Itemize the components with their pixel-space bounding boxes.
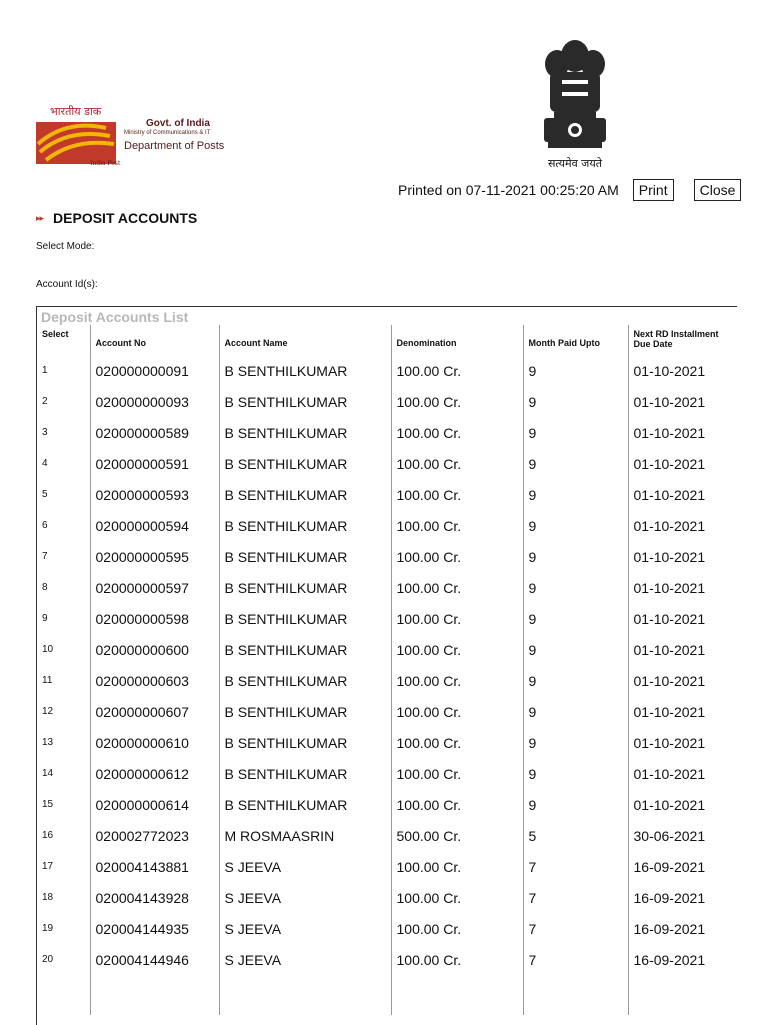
account-no-cell: 020000000594 xyxy=(90,510,219,541)
department-of-posts-logo xyxy=(36,104,236,168)
account-no-cell: 020000000598 xyxy=(90,603,219,634)
denomination-cell: 100.00 Cr. xyxy=(391,603,523,634)
column-header-account-name: Account Name xyxy=(219,325,391,355)
row-select[interactable]: 6 xyxy=(42,520,48,531)
denomination-cell: 100.00 Cr. xyxy=(391,417,523,448)
next-due-date-cell: 01-10-2021 xyxy=(628,479,737,510)
month-paid-upto-cell: 7 xyxy=(523,882,628,913)
close-button[interactable]: Close xyxy=(694,179,742,201)
row-select[interactable]: 15 xyxy=(42,799,54,810)
account-no-cell: 020000000600 xyxy=(90,634,219,665)
empty-cell xyxy=(628,975,737,1015)
next-due-date-cell: 16-09-2021 xyxy=(628,851,737,882)
table-row[interactable] xyxy=(37,944,737,975)
account-name-cell: B SENTHILKUMAR xyxy=(219,417,391,448)
table-row[interactable] xyxy=(37,913,737,944)
double-chevron-icon: ▸▸ xyxy=(36,212,44,223)
month-paid-upto-cell: 9 xyxy=(523,696,628,727)
account-no-cell: 020000000614 xyxy=(90,789,219,820)
print-button[interactable]: Print xyxy=(633,179,674,201)
month-paid-upto-cell: 9 xyxy=(523,572,628,603)
account-no-cell: 020000000589 xyxy=(90,417,219,448)
logo-hindi-text: भारतीय डाक xyxy=(50,105,102,118)
account-no-cell: 020000000612 xyxy=(90,758,219,789)
account-no-cell: 020002772023 xyxy=(90,820,219,851)
denomination-cell: 100.00 Cr. xyxy=(391,727,523,758)
next-due-date-cell: 01-10-2021 xyxy=(628,386,737,417)
denomination-cell: 100.00 Cr. xyxy=(391,634,523,665)
empty-cell xyxy=(391,975,523,1015)
table-row[interactable] xyxy=(37,479,737,510)
row-select[interactable]: 16 xyxy=(42,830,54,841)
denomination-cell: 100.00 Cr. xyxy=(391,510,523,541)
table-row[interactable] xyxy=(37,789,737,820)
table-row[interactable] xyxy=(37,355,737,386)
table-row[interactable] xyxy=(37,758,737,789)
print-toolbar xyxy=(398,178,741,202)
month-paid-upto-cell: 9 xyxy=(523,541,628,572)
next-due-date-cell: 01-10-2021 xyxy=(628,789,737,820)
denomination-cell: 100.00 Cr. xyxy=(391,572,523,603)
section-title-text: DEPOSIT ACCOUNTS xyxy=(53,210,198,226)
row-select[interactable]: 17 xyxy=(42,861,54,872)
denomination-cell: 100.00 Cr. xyxy=(391,479,523,510)
denomination-cell: 100.00 Cr. xyxy=(391,386,523,417)
row-select[interactable]: 19 xyxy=(42,923,54,934)
next-due-date-cell: 01-10-2021 xyxy=(628,727,737,758)
empty-cell xyxy=(90,975,219,1015)
row-select[interactable]: 18 xyxy=(42,892,54,903)
account-no-cell: 020000000595 xyxy=(90,541,219,572)
account-name-cell: B SENTHILKUMAR xyxy=(219,634,391,665)
account-name-cell: B SENTHILKUMAR xyxy=(219,572,391,603)
denomination-cell: 100.00 Cr. xyxy=(391,355,523,386)
table-filler-row xyxy=(37,975,737,1015)
next-due-date-cell: 16-09-2021 xyxy=(628,882,737,913)
column-header-month-paid-upto: Month Paid Upto xyxy=(523,325,628,355)
logo-india-post-text: India Post xyxy=(90,160,121,167)
month-paid-upto-cell: 9 xyxy=(523,634,628,665)
row-select[interactable]: 4 xyxy=(42,458,48,469)
table-row[interactable] xyxy=(37,603,737,634)
denomination-cell: 100.00 Cr. xyxy=(391,758,523,789)
denomination-cell: 100.00 Cr. xyxy=(391,882,523,913)
account-no-cell: 020000000593 xyxy=(90,479,219,510)
row-select[interactable]: 5 xyxy=(42,489,48,500)
table-row[interactable] xyxy=(37,665,737,696)
account-name-cell: M ROSMAASRIN xyxy=(219,820,391,851)
list-title: Deposit Accounts List xyxy=(41,309,189,325)
month-paid-upto-cell: 9 xyxy=(523,603,628,634)
table-row[interactable] xyxy=(37,448,737,479)
month-paid-upto-cell: 9 xyxy=(523,665,628,696)
denomination-cell: 100.00 Cr. xyxy=(391,789,523,820)
table-row[interactable] xyxy=(37,510,737,541)
table-row[interactable] xyxy=(37,851,737,882)
account-name-cell: S JEEVA xyxy=(219,913,391,944)
next-due-date-cell: 16-09-2021 xyxy=(628,913,737,944)
month-paid-upto-cell: 9 xyxy=(523,417,628,448)
next-due-date-cell: 01-10-2021 xyxy=(628,696,737,727)
column-header-next-rd-due-date: Next RD Installment Due Date xyxy=(628,325,737,355)
empty-cell xyxy=(219,975,391,1015)
month-paid-upto-cell: 9 xyxy=(523,386,628,417)
account-name-cell: B SENTHILKUMAR xyxy=(219,758,391,789)
next-due-date-cell: 16-09-2021 xyxy=(628,944,737,975)
ashoka-emblem-icon xyxy=(530,36,620,176)
account-name-cell: B SENTHILKUMAR xyxy=(219,603,391,634)
denomination-cell: 100.00 Cr. xyxy=(391,696,523,727)
row-select[interactable]: 1 xyxy=(42,365,48,376)
emblem-motto: सत्यमेव जयते xyxy=(547,157,602,170)
account-no-cell: 020000000607 xyxy=(90,696,219,727)
empty-cell xyxy=(523,975,628,1015)
denomination-cell: 100.00 Cr. xyxy=(391,448,523,479)
row-select[interactable]: 10 xyxy=(42,644,54,655)
column-header-select: Select xyxy=(42,329,69,339)
account-no-cell: 020000000597 xyxy=(90,572,219,603)
table-header-row xyxy=(37,325,737,355)
account-name-cell: B SENTHILKUMAR xyxy=(219,727,391,758)
next-due-date-cell: 01-10-2021 xyxy=(628,510,737,541)
month-paid-upto-cell: 7 xyxy=(523,913,628,944)
row-select[interactable]: 8 xyxy=(42,582,48,593)
month-paid-upto-cell: 9 xyxy=(523,510,628,541)
row-select[interactable]: 9 xyxy=(42,613,48,624)
account-name-cell: S JEEVA xyxy=(219,882,391,913)
account-no-cell: 020000000093 xyxy=(90,386,219,417)
denomination-cell: 100.00 Cr. xyxy=(391,665,523,696)
empty-cell xyxy=(37,975,90,1015)
column-header-denomination: Denomination xyxy=(391,325,523,355)
next-due-date-cell: 01-10-2021 xyxy=(628,417,737,448)
table-row[interactable] xyxy=(37,541,737,572)
table-row[interactable] xyxy=(37,634,737,665)
table-row[interactable] xyxy=(37,386,737,417)
account-name-cell: B SENTHILKUMAR xyxy=(219,541,391,572)
account-no-cell: 020000000091 xyxy=(90,355,219,386)
logo-ministry-text: Ministry of Communications & IT xyxy=(124,130,211,136)
logo-govt-text: Govt. of India xyxy=(146,118,210,129)
account-no-cell: 020000000610 xyxy=(90,727,219,758)
row-select[interactable]: 20 xyxy=(42,954,54,965)
printed-timestamp: Printed on 07-11-2021 00:25:20 AM xyxy=(398,182,619,198)
month-paid-upto-cell: 7 xyxy=(523,851,628,882)
table-row[interactable] xyxy=(37,696,737,727)
row-select[interactable]: 14 xyxy=(42,768,54,779)
account-ids-label: Account Id(s): xyxy=(36,279,98,290)
table-row[interactable] xyxy=(37,820,737,851)
logo-department-text: Department of Posts xyxy=(124,140,225,152)
account-no-cell: 020000000591 xyxy=(90,448,219,479)
table-row[interactable] xyxy=(37,882,737,913)
month-paid-upto-cell: 5 xyxy=(523,820,628,851)
column-header-account-no: Account No xyxy=(90,325,219,355)
row-select[interactable]: 3 xyxy=(42,427,48,438)
deposit-accounts-list xyxy=(36,306,737,1025)
next-due-date-cell: 01-10-2021 xyxy=(628,634,737,665)
table-row[interactable] xyxy=(37,727,737,758)
next-due-date-cell: 01-10-2021 xyxy=(628,572,737,603)
month-paid-upto-cell: 9 xyxy=(523,479,628,510)
account-name-cell: B SENTHILKUMAR xyxy=(219,789,391,820)
next-due-date-cell: 01-10-2021 xyxy=(628,541,737,572)
deposit-accounts-table xyxy=(37,325,737,1015)
account-no-cell: 020004144946 xyxy=(90,944,219,975)
account-name-cell: B SENTHILKUMAR xyxy=(219,479,391,510)
month-paid-upto-cell: 9 xyxy=(523,355,628,386)
next-due-date-cell: 30-06-2021 xyxy=(628,820,737,851)
row-select[interactable]: 12 xyxy=(42,706,54,717)
next-due-date-cell: 01-10-2021 xyxy=(628,758,737,789)
account-name-cell: B SENTHILKUMAR xyxy=(219,386,391,417)
account-name-cell: B SENTHILKUMAR xyxy=(219,355,391,386)
row-select[interactable]: 7 xyxy=(42,551,48,562)
table-row[interactable] xyxy=(37,572,737,603)
month-paid-upto-cell: 9 xyxy=(523,758,628,789)
denomination-cell: 100.00 Cr. xyxy=(391,541,523,572)
row-select[interactable]: 13 xyxy=(42,737,54,748)
page-header xyxy=(0,0,768,200)
account-no-cell: 020004143881 xyxy=(90,851,219,882)
next-due-date-cell: 01-10-2021 xyxy=(628,355,737,386)
denomination-cell: 100.00 Cr. xyxy=(391,851,523,882)
section-title xyxy=(36,210,197,226)
denomination-cell: 100.00 Cr. xyxy=(391,944,523,975)
account-name-cell: B SENTHILKUMAR xyxy=(219,696,391,727)
next-due-date-cell: 01-10-2021 xyxy=(628,665,737,696)
account-name-cell: S JEEVA xyxy=(219,944,391,975)
denomination-cell: 500.00 Cr. xyxy=(391,820,523,851)
row-select[interactable]: 2 xyxy=(42,396,48,407)
month-paid-upto-cell: 7 xyxy=(523,944,628,975)
month-paid-upto-cell: 9 xyxy=(523,789,628,820)
account-name-cell: B SENTHILKUMAR xyxy=(219,510,391,541)
month-paid-upto-cell: 9 xyxy=(523,448,628,479)
account-name-cell: S JEEVA xyxy=(219,851,391,882)
month-paid-upto-cell: 9 xyxy=(523,727,628,758)
next-due-date-cell: 01-10-2021 xyxy=(628,448,737,479)
india-post-emblem-icon xyxy=(36,114,116,164)
select-mode-label: Select Mode: xyxy=(36,241,95,252)
row-select[interactable]: 11 xyxy=(42,675,53,686)
denomination-cell: 100.00 Cr. xyxy=(391,913,523,944)
account-no-cell: 020004144935 xyxy=(90,913,219,944)
account-no-cell: 020000000603 xyxy=(90,665,219,696)
account-name-cell: B SENTHILKUMAR xyxy=(219,448,391,479)
account-name-cell: B SENTHILKUMAR xyxy=(219,665,391,696)
table-row[interactable] xyxy=(37,417,737,448)
next-due-date-cell: 01-10-2021 xyxy=(628,603,737,634)
account-no-cell: 020004143928 xyxy=(90,882,219,913)
